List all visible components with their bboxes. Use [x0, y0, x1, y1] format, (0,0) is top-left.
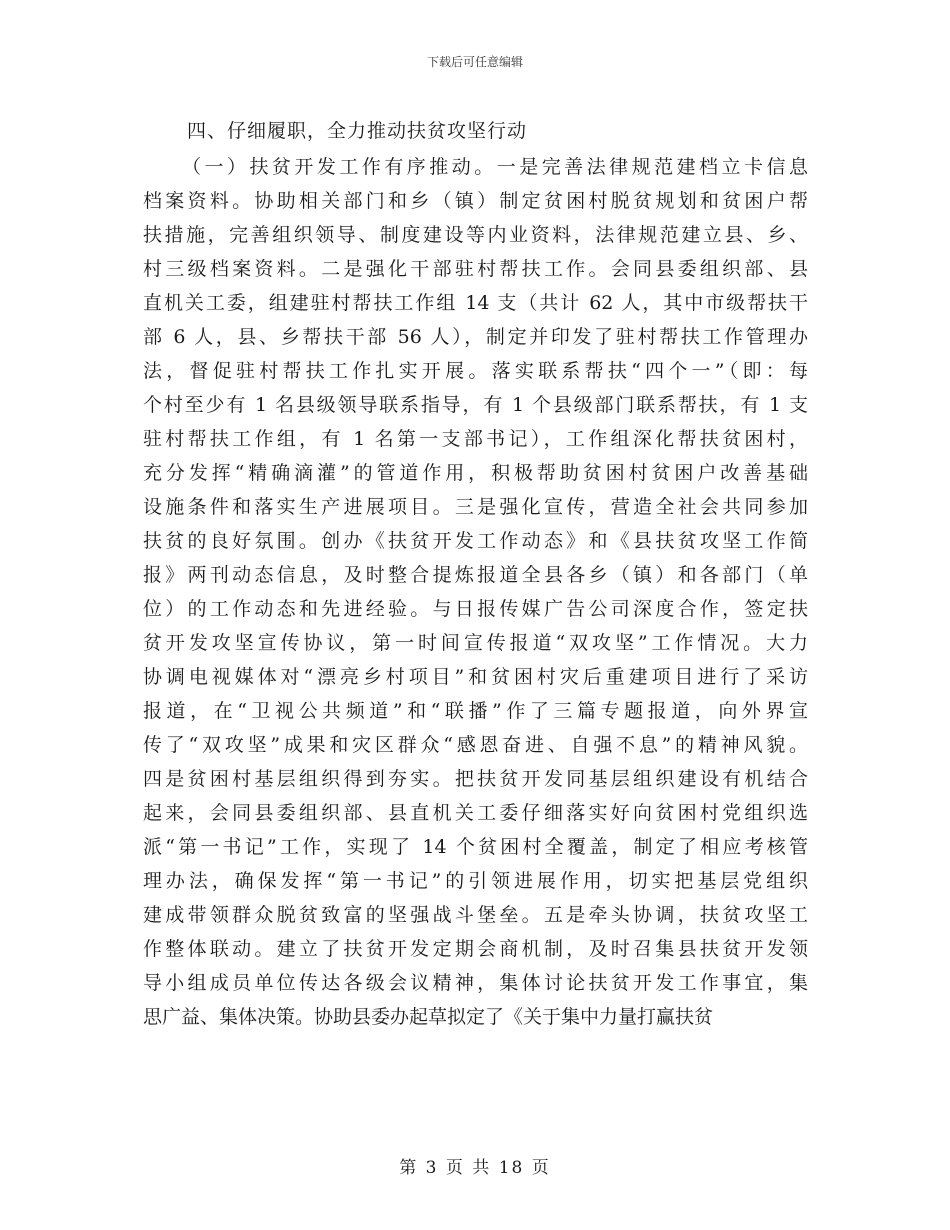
- paragraph-line: 扶贫的良好氛围。创办《扶贫开发工作动态》和《县扶贫攻坚工作简: [143, 530, 808, 552]
- paragraph-line: 扶措施，完善组织领导、制度建设等内业资料，法律规范建立县、乡、: [143, 224, 808, 246]
- paragraph-line: 传了“双攻坚”成果和灾区群众“感恩奋进、自强不息”的精神风貌。: [143, 734, 808, 756]
- paragraph-line: 部 6 人，县、乡帮扶干部 56 人），制定并印发了驻村帮扶工作管理办: [143, 326, 808, 348]
- paragraph-line: 驻村帮扶工作组，有 1 名第一支部书记），工作组深化帮扶贫困村，: [143, 428, 808, 450]
- paragraph-line: 理办法，确保发挥“第一书记”的引领进展作用，切实把基层党组织: [143, 870, 808, 892]
- paragraph-line: 个村至少有 1 名县级领导联系指导，有 1 个县级部门联系帮扶，有 1 支: [143, 394, 808, 416]
- paragraph-line: 报》两刊动态信息，及时整合提炼报道全县各乡（镇）和各部门（单: [143, 564, 808, 586]
- paragraph-line: 位）的工作动态和先进经验。与日报传媒广告公司深度合作，签定扶: [143, 598, 808, 620]
- paragraph-line: 档案资料。协助相关部门和乡（镇）制定贫困村脱贫规划和贫困户帮: [143, 190, 808, 212]
- paragraph-line: 导小组成员单位传达各级会议精神，集体讨论扶贫开发工作事宜，集: [143, 972, 808, 994]
- paragraph-line: 建成带领群众脱贫致富的坚强战斗堡垒。五是牵头协调，扶贫攻坚工: [143, 904, 808, 926]
- paragraph-line: 协调电视媒体对“漂亮乡村项目”和贫困村灾后重建项目进行了采访: [143, 666, 808, 688]
- paragraph-line: 四是贫困村基层组织得到夯实。把扶贫开发同基层组织建设有机结合: [143, 768, 808, 790]
- paragraph-line: （一）扶贫开发工作有序推动。一是完善法律规范建档立卡信息: [182, 156, 808, 178]
- paragraph-line: 派“第一书记”工作，实现了 14 个贫困村全覆盖，制定了相应考核管: [143, 836, 808, 858]
- paragraph-line: 充分发挥“精确滴灌”的管道作用，积极帮助贫困村贫困户改善基础: [143, 462, 808, 484]
- header-note: 下载后可任意编辑: [426, 55, 523, 69]
- paragraph-line: 法，督促驻村帮扶工作扎实开展。落实联系帮扶“四个一”（即：每: [143, 360, 808, 382]
- paragraph-line: 报道，在“卫视公共频道”和“联播”作了三篇专题报道，向外界宣: [143, 700, 808, 722]
- paragraph-line: 直机关工委，组建驻村帮扶工作组 14 支（共计 62 人，其中市级帮扶干: [143, 292, 808, 314]
- section-heading: 四、仔细履职，全力推动扶贫攻坚行动: [187, 120, 528, 142]
- paragraph-line: 作整体联动。建立了扶贫开发定期会商机制，及时召集县扶贫开发领: [143, 938, 808, 960]
- paragraph-line: 设施条件和落实生产进展项目。三是强化宣传，营造全社会共同参加: [143, 496, 808, 518]
- paragraph-line: 起来，会同县委组织部、县直机关工委仔细落实好向贫困村党组织选: [143, 802, 808, 824]
- paragraph-line: 思广益、集体决策。协助县委办起草拟定了《关于集中力量打赢扶贫: [143, 1006, 714, 1028]
- paragraph-line: 贫开发攻坚宣传协议，第一时间宣传报道“双攻坚”工作情况。大力: [143, 632, 808, 654]
- page-number: 第 3 页 共 18 页: [399, 1158, 551, 1178]
- paragraph-line: 村三级档案资料。二是强化干部驻村帮扶工作。会同县委组织部、县: [143, 258, 808, 280]
